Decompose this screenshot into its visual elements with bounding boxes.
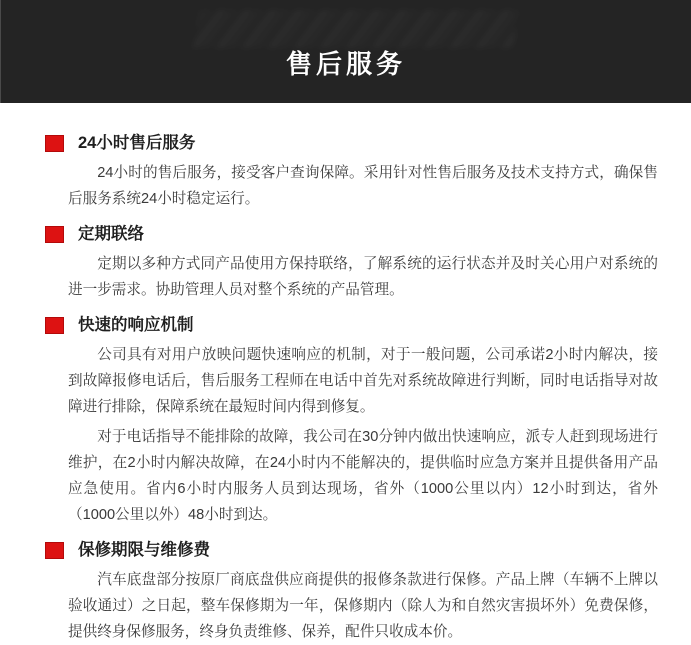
section-heading-row	[45, 133, 658, 153]
section-paragraph: 汽车底盘部分按原厂商底盘供应商提供的报修条款进行保修。产品上牌（车辆不上牌以验收通过）之日起，整车保修期为一年，保修期内（除人为和自然灾害损坏外）免费保修，提供终身保修服务，终身负责维修、保养，配件只收成本价。	[68, 572, 658, 640]
section-heading-row	[45, 540, 658, 560]
red-square-bullet-icon	[45, 317, 64, 334]
section-heading-row	[45, 224, 658, 244]
section-warranty-fees	[45, 540, 658, 645]
section-heading: 保修期限与维修费	[78, 541, 210, 559]
section-heading: 24小时售后服务	[78, 134, 196, 152]
watermark	[193, 10, 518, 48]
section-regular-contact	[45, 224, 658, 303]
section-heading: 快速的响应机制	[78, 316, 194, 334]
red-square-bullet-icon	[45, 226, 64, 243]
content	[0, 103, 691, 645]
section-heading-row	[45, 315, 658, 335]
section-rapid-response	[45, 315, 658, 528]
page-title: 售后服务	[285, 49, 406, 79]
banner	[0, 0, 691, 103]
section-heading: 定期联络	[78, 225, 144, 243]
red-square-bullet-icon	[45, 135, 64, 152]
section-paragraph: 公司具有对用户放映问题快速响应的机制，对于一般问题，公司承诺2小时内解决，接到故障报修电话后，售后服务工程师在电话中首先对系统故障进行判断，同时电话指导对故障进行排除，保障系统在最短时间内得到修复。	[68, 347, 658, 415]
section-paragraph: 定期以多种方式同产品使用方保持联络，了解系统的运行状态并及时关心用户对系统的进一步需求。协助管理人员对整个系统的产品管理。	[68, 256, 658, 298]
section-paragraph: 对于电话指导不能排除的故障，我公司在30分钟内做出快速响应，派专人赶到现场进行维护，在2小时内解决故障，在24小时内不能解决的，提供临时应急方案并且提供备用产品应急使用。省内6小时内服务人员到达现场，省外（1000公里以内）12小时到达，省外（1000公里以外）48小时到达。	[68, 429, 658, 523]
section-24h-service	[45, 133, 658, 212]
red-square-bullet-icon	[45, 542, 64, 559]
section-paragraph: 24小时的售后服务，接受客户查询保障。采用针对性售后服务及技术支持方式，确保售后服务系统24小时稳定运行。	[68, 165, 658, 207]
